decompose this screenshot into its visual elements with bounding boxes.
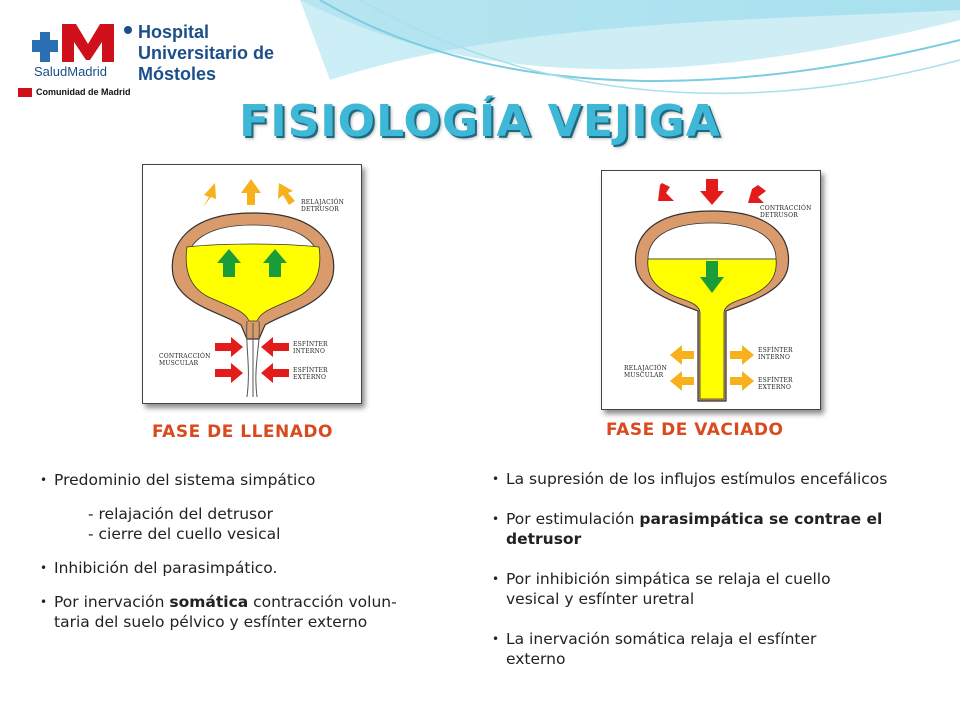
filling-bullet-3-pre: Por inervación <box>54 593 170 611</box>
filling-phase-diagram <box>142 164 362 404</box>
internal-sphincter-right-arrow-icon <box>261 337 289 357</box>
filling-bullet-3-cont: taria del suelo pélvico y esfínter externo <box>54 613 368 631</box>
voiding-bullet-2-bold: parasimpática se contrae el detrusor <box>506 510 883 548</box>
filling-bullet-1: • Predominio del sistema simpático <box>40 470 460 490</box>
voiding-bullet-2 <box>492 509 942 549</box>
hospital-name: Hospital Universitario de Móstoles <box>138 22 275 84</box>
filling-phase-heading: FASE DE LLENADO <box>152 422 333 442</box>
urine-fill <box>186 244 320 321</box>
voiding-bullet-4-cont: externo <box>506 650 566 668</box>
internal-sphincter-left-arrow-icon <box>670 345 694 365</box>
voiding-bullet-2-pre: Por estimulación <box>506 510 640 528</box>
external-sphincter-right-arrow-icon <box>261 363 289 383</box>
label-esfinter-interno: ESFÍNTER INTERNO <box>758 347 793 361</box>
saludmadrid-label: SaludMadrid <box>34 64 107 79</box>
label-relajacion-muscular: RELAJACIÓN MUSCULAR <box>624 365 668 379</box>
label-esfinter-externo: ESFÍNTER EXTERNO <box>758 377 793 391</box>
hospital-logo <box>18 18 308 108</box>
contraction-arrow-center-icon <box>700 179 724 205</box>
external-sphincter-right-arrow-icon <box>730 371 754 391</box>
voiding-bullet-4: • La inervación somática relaja el esfínter <box>492 629 942 649</box>
contraction-arrow-left-icon <box>658 183 674 201</box>
filling-bullet-3-post: contracción volun- <box>248 593 397 611</box>
voiding-bullet-3: • Por inhibición simpática se relaja el cuello <box>492 569 942 589</box>
label-contraccion-muscular: CONTRACCIÓN MUSCULAR <box>159 353 211 367</box>
voiding-phase-bullets <box>492 469 942 669</box>
label-esfinter-externo: ESFÍNTER EXTERNO <box>293 367 328 381</box>
comunidad-madrid-text: Comunidad de Madrid <box>36 87 131 97</box>
relax-arrow-center-icon <box>241 179 261 205</box>
voiding-bullet-1: • La supresión de los influjos estímulos encefálicos <box>492 469 942 489</box>
voiding-phase-heading: FASE DE VACIADO <box>606 420 784 440</box>
filling-bullet-3 <box>40 592 460 612</box>
external-sphincter-left-arrow-icon <box>215 363 243 383</box>
filling-bullet-3-bold: somática <box>169 593 249 611</box>
internal-sphincter-right-arrow-icon <box>730 345 754 365</box>
saludmadrid-logo-icon <box>32 18 142 68</box>
label-relajacion-detrusor: RELAJACIÓN DETRUSOR <box>301 199 345 213</box>
voiding-bullet-3-cont: vesical y esfínter uretral <box>506 590 695 608</box>
voiding-phase-diagram <box>601 170 821 410</box>
relax-arrow-right-icon <box>278 183 295 205</box>
filling-sub-2: - cierre del cuello vesical <box>88 525 281 543</box>
relax-arrow-left-icon <box>203 183 216 207</box>
internal-sphincter-left-arrow-icon <box>215 337 243 357</box>
filling-phase-bullets <box>40 470 460 632</box>
contraction-arrow-right-icon <box>748 185 766 203</box>
filling-bullet-2: • Inhibición del parasimpático. <box>40 558 460 578</box>
page-title: FISIOLOGÍA VEJIGA <box>239 96 721 147</box>
label-contraccion-detrusor: CONTRACCIÓN DETRUSOR <box>760 205 812 219</box>
filling-sub-1: - relajación del detrusor <box>88 505 273 523</box>
label-esfinter-interno: ESFÍNTER INTERNO <box>293 341 328 355</box>
